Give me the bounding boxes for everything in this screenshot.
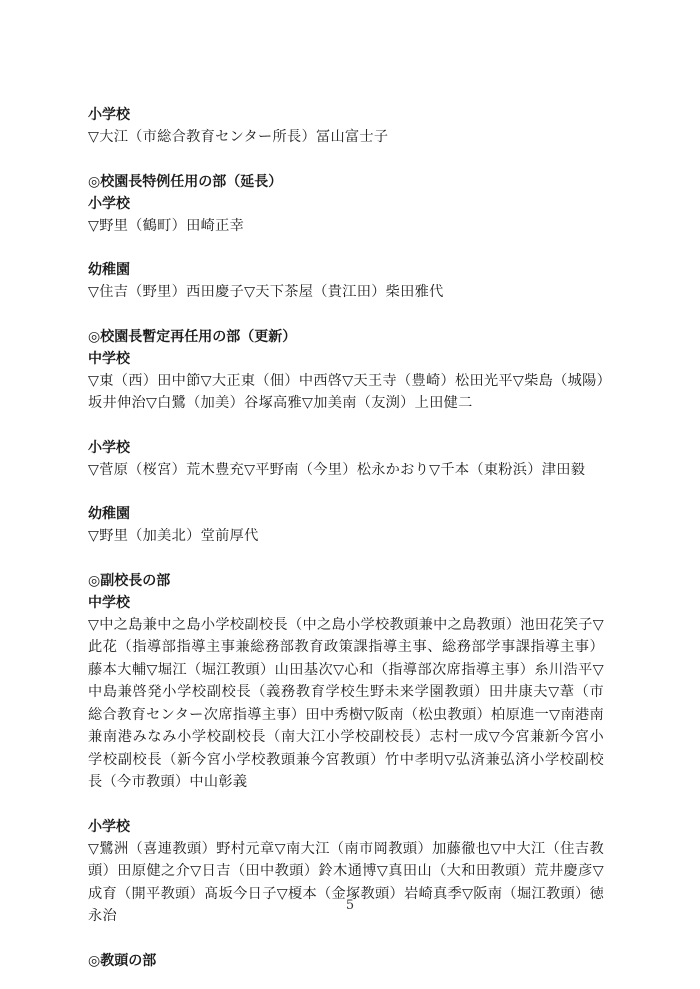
sub-heading-junior-high: 中学校 <box>88 594 130 611</box>
sub-heading-kindergarten: 幼稚園 <box>88 506 130 522</box>
appointment-text: ▽野里（加美北）堂前厚代 <box>88 528 259 544</box>
spacer <box>88 237 604 259</box>
appointment-text: ▽中之島兼中之島小学校副校長（中之島小学校教頭兼中之島教頭）池田花笑子▽此花（指導部指導主事兼総務部教育政策課指導主事、総務部学事課指導主事）藤本大輔▽堀江（堀江教頭）山田基次▽心和（指導部次席指導主事）糸川浩平▽中島兼啓発小学校副校長（義務教育学校生野未来学園教頭）田井康夫▽葦（市総合教育センター次席指導主事）田中秀樹▽阪南（松虫教頭）柏原進一▽南港南兼南港みなみ小学校副校長（南大江小学校副校長）志村一成▽今宮兼新今宮小学校副校長（新今宮小学校教頭兼今宮教頭）竹中孝明▽弘済兼弘済小学校副校長（今市教頭）中山彰義 <box>88 616 604 790</box>
section-heading-special-extension: ◎校園長特例任用の部（延長） <box>88 173 283 190</box>
spacer <box>88 928 604 950</box>
appointment-text: ▽菅原（桜宮）荒木豊充▽平野南（今里）松永かおり▽千本（東粉浜）津田毅 <box>88 461 586 478</box>
sub-heading-junior-high: 中学校 <box>88 350 130 367</box>
section-heading-vice-head: ◎教頭の部 <box>88 952 157 969</box>
spacer <box>88 304 604 326</box>
spacer <box>88 794 604 816</box>
appointment-text: ▽大江（市総合教育センター所長）冨山富士子 <box>88 129 389 145</box>
appointment-text: ▽住吉（野里）西田慶子▽天下茶屋（貴江田）柴田雅代 <box>88 284 444 300</box>
sub-heading-elementary: 小学校 <box>88 195 130 212</box>
document-page <box>88 104 604 972</box>
spacer <box>88 415 604 437</box>
sub-heading-elementary: 小学校 <box>88 439 130 456</box>
appointment-text: ▽野里（鶴町）田崎正幸 <box>88 217 245 234</box>
appointment-text: ▽東（西）田中節▽大正東（佃）中西啓▽天王寺（豊崎）松田光平▽柴島（城陽）坂井伸治▽白鷺（加美）谷塚高雅▽加美南（友渕）上田健二 <box>88 372 604 411</box>
sub-heading-elementary: 小学校 <box>88 818 130 835</box>
spacer <box>88 149 604 171</box>
sub-heading-elementary: 小学校 <box>88 107 130 123</box>
sub-heading-kindergarten: 幼稚園 <box>88 262 130 278</box>
appointment-text: ▽鷺洲（喜連教頭）野村元章▽南大江（南市岡教頭）加藤徹也▽中大江（住吉教頭）田原健之介▽日吉（田中教頭）鈴木通博▽真田山（大和田教頭）荒井慶彦▽成育（開平教頭）髙坂今日子▽榎本（金塚教頭）岩崎真季▽阪南（堀江教頭）徳永治 <box>88 840 604 924</box>
page-number: 5 <box>345 898 355 913</box>
section-heading-reappointment: ◎校園長暫定再任用の部（更新） <box>88 328 297 345</box>
spacer <box>88 481 604 503</box>
spacer <box>88 548 604 570</box>
section-heading-vice-principal: ◎副校長の部 <box>88 572 171 589</box>
